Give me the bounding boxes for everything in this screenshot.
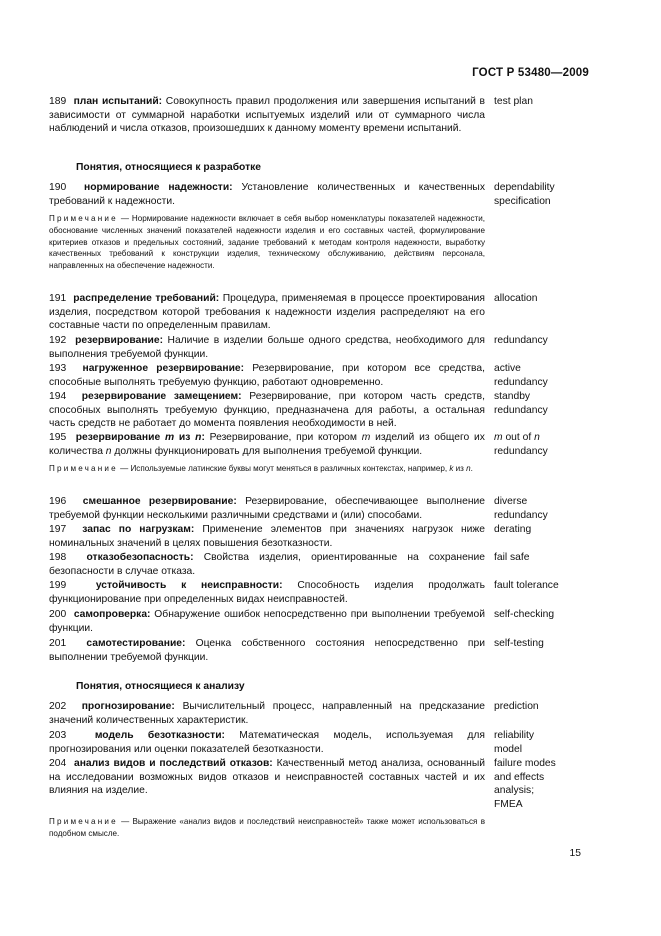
- term-title: устойчивость к неисправности:: [95, 580, 283, 591]
- term-entry-203: 203 модель безотказности: Математическая модель, используемая для прогнозирования или оценки показателей безотказности.: [49, 730, 485, 755]
- term-entry-200: 200 самопроверка: Обнаружение ошибок непосредственно при выполнении требуемой функции.: [49, 609, 485, 634]
- term-title: резервирование:: [75, 335, 164, 346]
- term-title: прогнозирование:: [81, 701, 175, 712]
- term-entry-202: 202 прогнозирование: Вычислительный процесс, направленный на предсказание значений количественных характеристик.: [49, 701, 485, 726]
- term-entry-204: 204 анализ видов и последствий отказов: Качественный метод анализа, основанный на исследовании возможных видов отказов и неисправностей составных частей и их влияния на изделие.: [49, 758, 485, 797]
- term-title: отказобезопасность:: [86, 552, 194, 563]
- term-entry-190: 190 нормирование надежности: Установление количественных и качественных требований к надежности.: [49, 182, 485, 207]
- note-190: Примечание — Нормирование надежности включает в себя выбор номенклатуры показателей надежности, обоснование численных значений показателей надежности изделия и его составных частей, формулирование критериев отказов и предельных состояний, задание требований к методам контроля надежности, выработку качественных требований к конструкции изделия, техническому обслуживанию, действиям персонала, направленных на обеспечение надежности.: [49, 214, 485, 271]
- term-entry-197: 197 запас по нагрузкам: Применение элементов при значениях нагрузок ниже номинальных значений в целях повышения безотказности.: [49, 524, 485, 549]
- term-title: самопроверка:: [73, 609, 151, 620]
- english-equivalent-198: fail safe: [494, 552, 530, 563]
- term-entry-194: 194 резервирование замещением: Резервирование, при котором часть средств, способных выполнять требуемую функцию, предназначена для работы, а остальная часть средств не работает до момента появления необходимости в ней.: [49, 391, 485, 430]
- term-entry-199: 199 устойчивость к неисправности: Способность изделия продолжать функционирование при определенных видах неисправностей.: [49, 580, 485, 605]
- term-title: запас по нагрузкам:: [82, 524, 195, 535]
- page-number: 15: [569, 848, 581, 859]
- term-entry-189: 189 план испытаний: Совокупность правил продолжения или завершения испытаний в зависимости от суммарной наработки испытуемых изделий или от суммарного числа наблюдений и числа отказов, произошедших к данному моменту времени испытаний.: [49, 96, 485, 135]
- english-equivalent-200: self-checking: [494, 609, 555, 620]
- english-equivalent-194: standby redundancy: [494, 391, 548, 416]
- english-equivalent-193: active redundancy: [494, 363, 548, 388]
- english-equivalent-201: self-testing: [494, 638, 544, 649]
- term-title: распределение требований:: [73, 293, 220, 304]
- term-title: план испытаний:: [73, 96, 163, 107]
- english-equivalent-197: derating: [494, 524, 532, 535]
- section-heading-development: Понятия, относящиеся к разработке: [76, 162, 262, 173]
- english-equivalent-192: redundancy: [494, 335, 548, 346]
- term-entry-192: 192 резервирование: Наличие в изделии больше одного средства, необходимого для выполнения требуемой функции.: [49, 335, 485, 360]
- english-equivalent-195: m out of n redundancy: [494, 432, 548, 457]
- english-equivalent-191: allocation: [494, 293, 538, 304]
- term-entry-198: 198 отказобезопасность: Свойства изделия, ориентированные на сохранение безопасности в случае отказа.: [49, 552, 485, 577]
- term-entry-201: 201 самотестирование: Оценка собственного состояния непосредственно при выполнении требуемой функции.: [49, 638, 485, 663]
- term-title: самотестирование:: [86, 638, 186, 649]
- english-equivalent-199: fault tolerance: [494, 580, 559, 591]
- term-title: анализ видов и последствий отказов:: [73, 758, 273, 769]
- document-header: ГОСТ Р 53480—2009: [472, 67, 589, 79]
- term-entry-196: 196 смешанное резервирование: Резервирование, обеспечивающее выполнение требуемой функции несколькими различными средствами и (или) способами.: [49, 496, 485, 521]
- term-title: нагруженное резервирование:: [82, 363, 245, 374]
- term-title: нормирование надежности:: [84, 182, 233, 193]
- english-equivalent-190: dependability specification: [494, 182, 555, 207]
- english-equivalent-203: reliability model: [494, 730, 535, 755]
- term-entry-191: 191 распределение требований: Процедура, применяемая в процессе проектирования изделия, посредством которой требования к надежности изделия распределяют на его составные части по определенным правилам.: [49, 293, 485, 332]
- term-title: смешанное резервирование:: [82, 496, 237, 507]
- term-title: резервирование замещением:: [81, 391, 242, 402]
- english-equivalent-204: failure modes and effects analysis; FMEA: [494, 758, 556, 810]
- english-equivalent-189: test plan: [494, 96, 533, 107]
- term-entry-195: 195 резервирование m из n: Резервирование, при котором m изделий из общего их количества n должны функционировать для выполнения требуемой функции.: [49, 432, 485, 457]
- term-title: модель безотказности:: [94, 730, 225, 741]
- note-195: Примечание — Используемые латинские буквы могут меняться в различных контекстах, например, k из n.: [49, 464, 473, 473]
- term-entry-193: 193 нагруженное резервирование: Резервирование, при котором все средства, способные выполнять требуемую функцию, работают одновременно.: [49, 363, 485, 388]
- english-equivalent-202: prediction: [494, 701, 539, 712]
- section-heading-analysis: Понятия, относящиеся к анализу: [76, 681, 245, 692]
- term-title: резервирование m из n:: [75, 432, 205, 443]
- note-204: Примечание — Выражение «анализ видов и последствий неисправностей» также может использоваться в подобном смысле.: [49, 817, 485, 838]
- english-equivalent-196: diverse redundancy: [494, 496, 548, 521]
